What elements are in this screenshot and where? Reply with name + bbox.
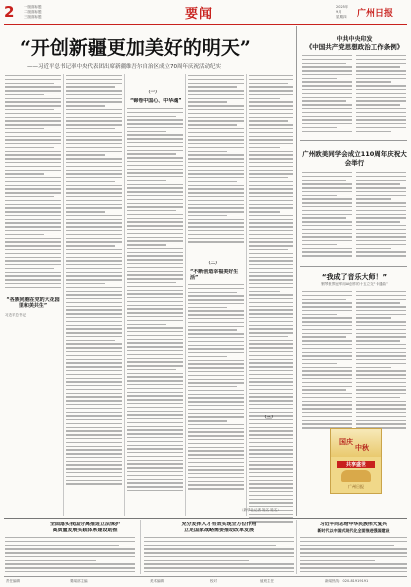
section-title: 要闻 [185, 7, 214, 22]
footer-item-3: 校对 [210, 579, 217, 583]
footer-item-1: 要闻部主编 [70, 579, 88, 583]
main-text-col1-top [5, 75, 61, 291]
right-top-title: 《中国共产党思想政治工作条例》 [305, 43, 404, 51]
ad-line-2: 中秋 [355, 443, 369, 452]
right-mid-text-a [302, 172, 352, 259]
bottom-story1-text [5, 537, 135, 575]
right-low-text-b [356, 291, 406, 431]
subhead-2-title: “不断创造幸福美好生活” [190, 269, 239, 281]
main-text-col2 [66, 75, 122, 487]
date-3: 星期四 [336, 15, 347, 19]
footer-item-4: 值班主任 [260, 579, 274, 583]
left-feature-title: “各族同胞在党的大花园里和美共生” [6, 297, 60, 309]
subhead-2-number: （二） [206, 261, 220, 266]
subhead-3-number: （三） [262, 415, 276, 420]
left-feature-lead: 习近平总书记 [5, 313, 26, 317]
bottom-story3-sub: 新时代以中国式现代化全面推进强国建设 [317, 528, 390, 533]
ad-line-1: 国庆 [339, 437, 353, 446]
subhead-1-title: “锦卷中国心、中华魂” [130, 98, 182, 104]
right-low-text-a [302, 291, 352, 431]
ad-caption: 广州日报 [348, 484, 364, 489]
logo: 广州日报 [357, 9, 394, 19]
page-number: 2 [4, 3, 15, 21]
footer-phone: 新闻热线：020-81919191 [325, 579, 369, 583]
date-1: 2025年 [336, 5, 349, 9]
bottom-story1-sub: 高质量发展实践体系建设助推 [52, 528, 118, 533]
footer-editor: 责任编辑 [6, 579, 20, 583]
advertisement [330, 428, 382, 494]
main-text-col4 [188, 75, 244, 245]
right-top-text-a [302, 55, 352, 134]
bottom-story2-text [144, 537, 294, 575]
date-2: 9月 [336, 10, 342, 14]
right-low-subtitle: 钢琴世界冠军用AI创作的十五立交“卡通曲” [321, 282, 388, 286]
photo-credit: （新华社记者 姓名 姓名） [240, 508, 281, 512]
main-text-col5 [249, 75, 293, 525]
right-top-kicker: 中共中央印发 [336, 36, 373, 43]
main-text-col3 [127, 108, 183, 494]
bottom-story1-title: 全面落实我国分离推进立法保护 [49, 522, 120, 527]
left-info-2: 二版面标题 [24, 10, 42, 14]
left-info-3: 三版面标题 [24, 15, 42, 19]
bottom-story2-sub: 立足国家战略需要推动改革发展 [183, 528, 254, 533]
footer-item-2: 美术编辑 [150, 579, 164, 583]
bottom-story3-title: 习近平同志给中华民族伟大复兴 [319, 522, 388, 527]
right-mid-title: 广州欧美同学会成立110周年庆祝大会举行 [302, 150, 407, 167]
right-mid-text-b [356, 172, 406, 259]
left-feature-box [5, 297, 61, 367]
headline-subtitle: ——习近平总书记率中央代表团出席新疆维吾尔自治区成立70周年庆祝活动纪实 [27, 64, 222, 70]
ad-banner: 共享盛世 [337, 461, 375, 468]
bottom-story2-title: 充分发挥人才有效实现全方位作用 [181, 522, 257, 527]
ad-image [341, 470, 371, 482]
right-top-text-b [356, 55, 406, 134]
bottom-story3-text [300, 537, 407, 575]
masthead [0, 0, 411, 28]
headline: “开创新疆更加美好的明天” [20, 37, 251, 59]
subhead-1-number: （一） [146, 90, 160, 95]
right-low-title: “我成了音乐大师！” [321, 273, 388, 281]
left-info-1: 一版面标题 [24, 5, 42, 9]
main-text-col4-lower [188, 284, 244, 492]
